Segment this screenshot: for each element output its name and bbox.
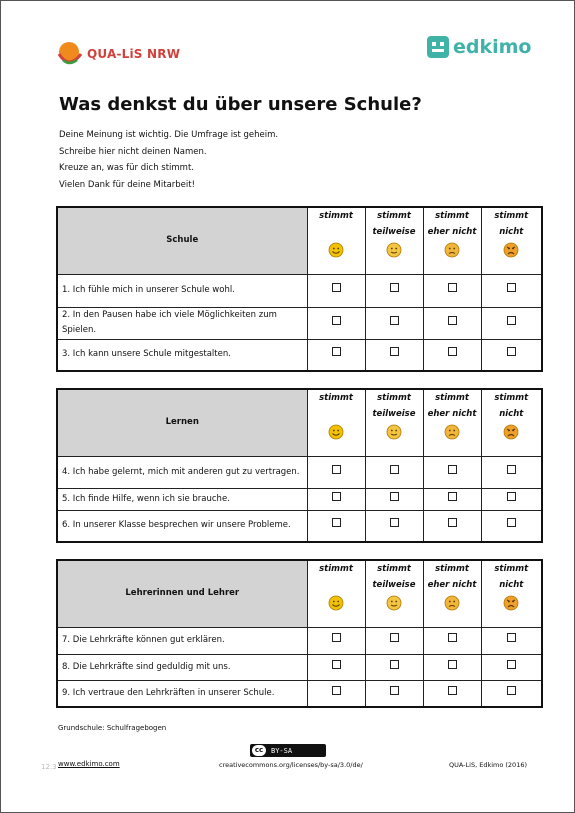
intro-line: Kreuze an, was für dich stimmt.: [59, 163, 194, 173]
answer-cell: [307, 456, 365, 488]
rating-column-header: [423, 389, 481, 456]
rating-label-sub: teilweise: [372, 227, 416, 237]
qualis-logo: [57, 39, 180, 69]
sad-face-icon: [444, 424, 460, 440]
answer-cell: [481, 627, 542, 654]
answer-cell: [365, 488, 423, 510]
angry-face-icon: [503, 242, 519, 258]
rating-column-header: [481, 389, 542, 456]
answer-checkbox[interactable]: [332, 316, 341, 325]
answer-checkbox[interactable]: [332, 633, 341, 642]
cc-icon: cc: [252, 745, 266, 756]
answer-checkbox[interactable]: [448, 283, 457, 292]
question-row: [57, 654, 542, 680]
answer-cell: [481, 456, 542, 488]
answer-cell: [365, 456, 423, 488]
edkimo-link[interactable]: www.edkimo.com: [58, 760, 120, 768]
answer-cell: [307, 488, 365, 510]
answer-checkbox[interactable]: [448, 492, 457, 501]
answer-checkbox[interactable]: [332, 347, 341, 356]
happy-face-icon: [328, 595, 344, 611]
answer-cell: [365, 339, 423, 371]
answer-checkbox[interactable]: [507, 686, 516, 695]
answer-cell: [423, 339, 481, 371]
answer-cell: [481, 680, 542, 707]
rating-label: stimmt: [377, 564, 411, 574]
answer-cell: [365, 680, 423, 707]
question-text: 6. In unserer Klasse besprechen wir unsere Probleme.: [57, 510, 307, 542]
answer-checkbox[interactable]: [448, 465, 457, 474]
rating-column-header: [307, 389, 365, 456]
answer-checkbox[interactable]: [332, 686, 341, 695]
intro-line: Vielen Dank für deine Mitarbeit!: [59, 179, 196, 190]
rating-column-header: [365, 207, 423, 274]
rating-column-header: [481, 560, 542, 627]
answer-cell: [481, 510, 542, 542]
rating-label-sub: eher nicht: [427, 580, 477, 590]
answer-cell: [365, 627, 423, 654]
rating-label-sub: nicht: [499, 409, 524, 419]
question-row: [57, 307, 542, 339]
rating-label: stimmt: [494, 393, 529, 403]
question-table: [56, 388, 543, 543]
question-row: [57, 627, 542, 654]
answer-checkbox[interactable]: [332, 660, 341, 669]
question-row: [57, 339, 542, 371]
answer-checkbox[interactable]: [390, 283, 399, 292]
rating-column-header: [481, 207, 542, 274]
rating-column-header: [365, 389, 423, 456]
answer-checkbox[interactable]: [390, 633, 399, 642]
answer-checkbox[interactable]: [332, 518, 341, 527]
rating-label: stimmt: [435, 393, 469, 403]
rating-label: stimmt: [319, 564, 353, 574]
rating-label: stimmt: [319, 393, 353, 403]
answer-cell: [423, 456, 481, 488]
content-face-icon: [386, 242, 402, 258]
answer-cell: [307, 627, 365, 654]
answer-cell: [307, 307, 365, 339]
answer-cell: [423, 680, 481, 707]
question-text: 4. Ich habe gelernt, mich mit anderen gut zu vertragen.: [57, 456, 307, 488]
rating-column-header: [423, 207, 481, 274]
answer-cell: [481, 307, 542, 339]
answer-checkbox[interactable]: [507, 492, 516, 501]
question-text: 7. Die Lehrkräfte können gut erklären.: [57, 627, 307, 654]
answer-checkbox[interactable]: [390, 465, 399, 474]
table-header-row: [57, 207, 542, 274]
rating-label: stimmt: [494, 564, 529, 574]
answer-checkbox[interactable]: [332, 492, 341, 501]
section-heading: Lehrerinnen und Lehrer: [57, 560, 307, 627]
license-url: creativecommons.org/licenses/by-sa/3.0/de/: [219, 761, 363, 769]
section-heading: Schule: [57, 207, 307, 274]
rating-column-header: [423, 560, 481, 627]
page-number: 12.3: [41, 763, 57, 771]
document-type: Grundschule: Schulfragebogen: [58, 724, 167, 732]
rating-label-sub: nicht: [499, 227, 524, 237]
answer-checkbox[interactable]: [332, 465, 341, 474]
edkimo-logo-text: edkimo: [453, 36, 532, 58]
sad-face-icon: [444, 242, 460, 258]
answer-checkbox[interactable]: [507, 283, 516, 292]
edkimo-logo-icon: [427, 36, 449, 58]
answer-checkbox[interactable]: [332, 283, 341, 292]
answer-cell: [481, 488, 542, 510]
answer-checkbox[interactable]: [507, 316, 516, 325]
answer-cell: [481, 339, 542, 371]
question-row: [57, 488, 542, 510]
answer-checkbox[interactable]: [390, 347, 399, 356]
intro-text: [59, 127, 278, 193]
qualis-logo-icon: [57, 40, 83, 68]
answer-cell: [365, 307, 423, 339]
question-row: [57, 510, 542, 542]
cc-license-badge[interactable]: [250, 744, 326, 757]
answer-cell: [307, 274, 365, 307]
question-text: 5. Ich finde Hilfe, wenn ich sie brauche.: [57, 488, 307, 510]
rating-label-sub: teilweise: [372, 409, 416, 419]
rating-label: stimmt: [377, 393, 411, 403]
answer-cell: [423, 274, 481, 307]
angry-face-icon: [503, 595, 519, 611]
intro-line: Schreibe hier nicht deinen Namen.: [59, 146, 207, 157]
table-header-row: [57, 560, 542, 627]
question-text: 3. Ich kann unsere Schule mitgestalten.: [57, 339, 307, 371]
question-table: [56, 559, 543, 708]
answer-cell: [481, 274, 542, 307]
answer-cell: [307, 680, 365, 707]
question-text: 8. Die Lehrkräfte sind geduldig mit uns.: [57, 654, 307, 680]
question-row: [57, 274, 542, 307]
qualis-logo-text: QUA-LiS NRW: [87, 47, 181, 61]
question-row: [57, 680, 542, 707]
question-row: [57, 456, 542, 488]
answer-checkbox[interactable]: [507, 633, 516, 642]
answer-checkbox[interactable]: [507, 347, 516, 356]
answer-cell: [307, 654, 365, 680]
rating-label-sub: nicht: [499, 580, 524, 590]
answer-checkbox[interactable]: [448, 347, 457, 356]
answer-checkbox[interactable]: [390, 518, 399, 527]
answer-checkbox[interactable]: [390, 492, 399, 501]
answer-cell: [423, 654, 481, 680]
answer-checkbox[interactable]: [390, 660, 399, 669]
question-text: 2. In den Pausen habe ich viele Möglichkeiten zum Spielen.: [57, 307, 307, 339]
answer-cell: [365, 510, 423, 542]
rating-label-sub: teilweise: [372, 580, 416, 590]
answer-cell: [423, 627, 481, 654]
answer-cell: [365, 274, 423, 307]
answer-cell: [423, 307, 481, 339]
answer-checkbox[interactable]: [390, 316, 399, 325]
angry-face-icon: [503, 424, 519, 440]
rating-label: stimmt: [377, 211, 411, 221]
edkimo-logo: [427, 36, 532, 58]
rating-label: stimmt: [435, 211, 469, 221]
rating-label: stimmt: [494, 211, 529, 221]
rating-label: stimmt: [319, 211, 353, 221]
answer-cell: [365, 654, 423, 680]
answer-cell: [307, 339, 365, 371]
question-table: [56, 206, 543, 372]
section-heading: Lernen: [57, 389, 307, 456]
answer-checkbox[interactable]: [507, 660, 516, 669]
rating-label-sub: eher nicht: [427, 409, 477, 419]
rating-column-header: [307, 207, 365, 274]
sad-face-icon: [444, 595, 460, 611]
rating-label-sub: eher nicht: [427, 227, 477, 237]
rating-column-header: [307, 560, 365, 627]
answer-checkbox[interactable]: [448, 633, 457, 642]
answer-checkbox[interactable]: [448, 686, 457, 695]
content-face-icon: [386, 595, 402, 611]
answer-checkbox[interactable]: [390, 686, 399, 695]
content-face-icon: [386, 424, 402, 440]
answer-cell: [423, 488, 481, 510]
rating-column-header: [365, 560, 423, 627]
happy-face-icon: [328, 242, 344, 258]
answer-checkbox[interactable]: [448, 660, 457, 669]
happy-face-icon: [328, 424, 344, 440]
answer-cell: [307, 510, 365, 542]
page-title: Was denkst du über unsere Schule?: [59, 94, 422, 115]
answer-checkbox[interactable]: [507, 465, 516, 474]
answer-checkbox[interactable]: [507, 518, 516, 527]
question-text: 9. Ich vertraue den Lehrkräften in unserer Schule.: [57, 680, 307, 707]
answer-cell: [423, 510, 481, 542]
answer-checkbox[interactable]: [448, 316, 457, 325]
intro-line: Deine Meinung ist wichtig. Die Umfrage ist geheim.: [59, 130, 279, 140]
credit: QUA-LiS, Edkimo (2016): [449, 761, 527, 769]
table-header-row: [57, 389, 542, 456]
answer-cell: [481, 654, 542, 680]
answer-checkbox[interactable]: [448, 518, 457, 527]
question-text: 1. Ich fühle mich in unserer Schule wohl.: [57, 274, 307, 307]
rating-label: stimmt: [435, 564, 469, 574]
cc-license-label: BY-SA: [271, 746, 293, 755]
